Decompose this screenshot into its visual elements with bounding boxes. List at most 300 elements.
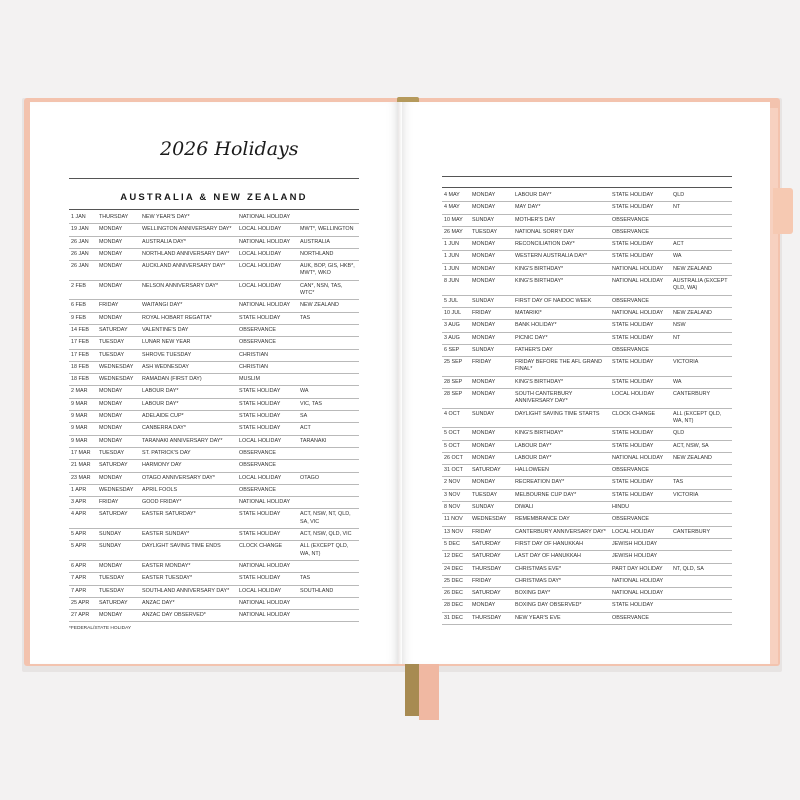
holiday-name-cell: KING'S BIRTHDAY* (513, 376, 610, 388)
weekday-cell: MONDAY (470, 376, 513, 388)
weekday-cell: MONDAY (97, 411, 140, 423)
holiday-row (69, 573, 359, 585)
holiday-name-cell: FIRST DAY OF HANUKKAH (513, 538, 610, 550)
holiday-name-cell: REMEMBRANCE DAY (513, 514, 610, 526)
weekday-cell: MONDAY (97, 224, 140, 236)
holiday-type-cell: LOCAL HOLIDAY (237, 248, 298, 260)
region-cell (671, 465, 732, 477)
holiday-name-cell: GOOD FRIDAY* (140, 497, 237, 509)
date-cell: 31 DEC (442, 612, 470, 624)
date-cell: 2 FEB (69, 280, 97, 300)
date-cell: 26 OCT (442, 452, 470, 464)
holiday-row (442, 332, 732, 344)
region-cell: ACT, NSW, NT, QLD, SA, VIC (298, 509, 359, 529)
date-cell: 10 MAY (442, 214, 470, 226)
holiday-type-cell: STATE HOLIDAY (610, 489, 671, 501)
holiday-row (69, 411, 359, 423)
weekday-cell: MONDAY (470, 251, 513, 263)
weekday-cell: MONDAY (97, 398, 140, 410)
date-cell: 8 NOV (442, 502, 470, 514)
region-cell (671, 214, 732, 226)
weekday-cell: SATURDAY (97, 460, 140, 472)
holiday-name-cell: BOXING DAY* (513, 588, 610, 600)
holiday-name-cell: EASTER MONDAY* (140, 560, 237, 572)
region-cell: NORTHLAND (298, 248, 359, 260)
date-cell: 17 FEB (69, 349, 97, 361)
holiday-name-cell: NELSON ANNIVERSARY DAY* (140, 280, 237, 300)
date-cell: 25 APR (69, 597, 97, 609)
date-cell: 26 DEC (442, 588, 470, 600)
holiday-type-cell: STATE HOLIDAY (237, 529, 298, 541)
weekday-cell: SATURDAY (97, 509, 140, 529)
holiday-row (442, 514, 732, 526)
holiday-name-cell: RECONCILIATION DAY* (513, 239, 610, 251)
holiday-name-cell: RECREATION DAY* (513, 477, 610, 489)
holiday-row (69, 560, 359, 572)
weekday-cell: SUNDAY (470, 295, 513, 307)
holiday-type-cell: STATE HOLIDAY (610, 600, 671, 612)
holiday-row (69, 361, 359, 373)
holiday-row (442, 538, 732, 550)
holiday-type-cell: MUSLIM (237, 374, 298, 386)
region-cell (298, 361, 359, 373)
holiday-type-cell: STATE HOLIDAY (237, 509, 298, 529)
holiday-row (442, 575, 732, 587)
holiday-row (442, 214, 732, 226)
date-cell: 1 JUN (442, 251, 470, 263)
holiday-row (69, 324, 359, 336)
region-cell (298, 460, 359, 472)
region-cell: ACT, NSW, QLD, VIC (298, 529, 359, 541)
holiday-type-cell: LOCAL HOLIDAY (237, 435, 298, 447)
weekday-cell: FRIDAY (470, 357, 513, 377)
weekday-cell: TUESDAY (97, 573, 140, 585)
date-cell: 6 APR (69, 560, 97, 572)
holiday-type-cell: STATE HOLIDAY (610, 320, 671, 332)
date-cell: 1 JUN (442, 239, 470, 251)
page-tab[interactable] (773, 188, 793, 234)
holiday-row (442, 251, 732, 263)
region-cell (671, 600, 732, 612)
region-cell: ALL (EXCEPT QLD, WA, NT) (671, 408, 732, 428)
holiday-name-cell: LABOUR DAY* (513, 452, 610, 464)
holiday-type-cell: NATIONAL HOLIDAY (237, 497, 298, 509)
weekday-cell: MONDAY (470, 263, 513, 275)
holiday-row (442, 452, 732, 464)
region-cell (671, 612, 732, 624)
region-cell (298, 610, 359, 622)
holiday-name-cell: MATARIKI* (513, 307, 610, 319)
region-cell: QLD (671, 428, 732, 440)
weekday-cell: MONDAY (97, 280, 140, 300)
date-cell: 10 JUL (442, 307, 470, 319)
holiday-row (442, 563, 732, 575)
holiday-type-cell: LOCAL HOLIDAY (610, 389, 671, 409)
holiday-type-cell: OBSERVANCE (610, 295, 671, 307)
holiday-name-cell: NATIONAL SORRY DAY (513, 226, 610, 238)
date-cell: 1 JAN (69, 212, 97, 224)
holiday-name-cell: LUNAR NEW YEAR (140, 337, 237, 349)
holiday-name-cell: HALLOWEEN (513, 465, 610, 477)
holiday-name-cell: AUCKLAND ANNIVERSARY DAY* (140, 261, 237, 281)
weekday-cell: SATURDAY (470, 551, 513, 563)
holiday-name-cell: MAY DAY* (513, 202, 610, 214)
holiday-name-cell: DAYLIGHT SAVING TIME ENDS (140, 541, 237, 561)
holiday-table-right (442, 190, 732, 625)
holiday-row (442, 202, 732, 214)
date-cell: 7 APR (69, 585, 97, 597)
date-cell: 6 FEB (69, 300, 97, 312)
holiday-row (69, 435, 359, 447)
date-cell: 17 MAR (69, 447, 97, 459)
holiday-type-cell: NATIONAL HOLIDAY (237, 236, 298, 248)
date-cell: 26 JAN (69, 248, 97, 260)
holiday-name-cell: SHROVE TUESDAY (140, 349, 237, 361)
weekday-cell: MONDAY (470, 477, 513, 489)
holiday-type-cell: STATE HOLIDAY (610, 239, 671, 251)
holiday-row (69, 300, 359, 312)
region-cell: AUSTRALIA (EXCEPT QLD, WA) (671, 276, 732, 296)
date-cell: 12 DEC (442, 551, 470, 563)
weekday-cell: MONDAY (97, 472, 140, 484)
region-cell: VICTORIA (671, 357, 732, 377)
holiday-type-cell: OBSERVANCE (610, 612, 671, 624)
region-cell: WA (298, 386, 359, 398)
holiday-row (442, 489, 732, 501)
date-cell: 17 FEB (69, 337, 97, 349)
holiday-type-cell: OBSERVANCE (237, 324, 298, 336)
weekday-cell: SATURDAY (470, 465, 513, 477)
region-cell: OTAGO (298, 472, 359, 484)
holiday-type-cell: NATIONAL HOLIDAY (237, 560, 298, 572)
date-cell: 1 APR (69, 484, 97, 496)
holiday-name-cell: KING'S BIRTHDAY* (513, 276, 610, 296)
holiday-row (442, 276, 732, 296)
holiday-name-cell: LAST DAY OF HANUKKAH (513, 551, 610, 563)
weekday-cell: FRIDAY (470, 307, 513, 319)
holiday-row (442, 408, 732, 428)
holiday-type-cell: STATE HOLIDAY (237, 312, 298, 324)
region-cell (671, 502, 732, 514)
weekday-cell: MONDAY (97, 560, 140, 572)
holiday-row (69, 261, 359, 281)
holiday-row (442, 612, 732, 624)
holiday-table-left (69, 212, 359, 622)
weekday-cell: MONDAY (470, 452, 513, 464)
date-cell: 21 MAR (69, 460, 97, 472)
holiday-row (442, 357, 732, 377)
weekday-cell: MONDAY (97, 610, 140, 622)
region-heading: AUSTRALIA & NEW ZEALAND (120, 192, 308, 203)
weekday-cell: TUESDAY (97, 337, 140, 349)
region-cell (298, 497, 359, 509)
divider-left-top (69, 178, 359, 179)
weekday-cell: MONDAY (97, 435, 140, 447)
holiday-name-cell: CHRISTMAS DAY* (513, 575, 610, 587)
holiday-type-cell: STATE HOLIDAY (237, 423, 298, 435)
weekday-cell: FRIDAY (470, 575, 513, 587)
holiday-row (442, 389, 732, 409)
holiday-type-cell: NATIONAL HOLIDAY (610, 263, 671, 275)
holiday-row (69, 460, 359, 472)
date-cell: 25 DEC (442, 575, 470, 587)
region-cell: WA (671, 376, 732, 388)
region-cell (671, 551, 732, 563)
region-cell: NEW ZEALAND (671, 307, 732, 319)
region-cell: CANTERBURY (671, 526, 732, 538)
weekday-cell: MONDAY (470, 428, 513, 440)
date-cell: 5 DEC (442, 538, 470, 550)
region-cell (671, 514, 732, 526)
divider-right-header (442, 187, 732, 188)
weekday-cell: SUNDAY (97, 529, 140, 541)
region-cell (298, 349, 359, 361)
region-cell: TARANAKI (298, 435, 359, 447)
date-cell: 28 DEC (442, 600, 470, 612)
date-cell: 5 OCT (442, 428, 470, 440)
holiday-type-cell: NATIONAL HOLIDAY (237, 212, 298, 224)
holiday-name-cell: ROYAL HOBART REGATTA* (140, 312, 237, 324)
date-cell: 4 OCT (442, 408, 470, 428)
region-cell (671, 588, 732, 600)
holiday-type-cell: STATE HOLIDAY (610, 332, 671, 344)
date-cell: 9 MAR (69, 423, 97, 435)
holiday-row (69, 509, 359, 529)
holiday-type-cell: CHRISTIAN (237, 361, 298, 373)
weekday-cell: SUNDAY (470, 214, 513, 226)
date-cell: 8 JUN (442, 276, 470, 296)
holiday-row (442, 344, 732, 356)
holiday-name-cell: DIWALI (513, 502, 610, 514)
date-cell: 23 MAR (69, 472, 97, 484)
date-cell: 26 JAN (69, 261, 97, 281)
holiday-type-cell: LOCAL HOLIDAY (610, 526, 671, 538)
holiday-type-cell: NATIONAL HOLIDAY (610, 575, 671, 587)
holiday-row (69, 610, 359, 622)
date-cell: 27 APR (69, 610, 97, 622)
holiday-table-left-body (69, 212, 359, 622)
date-cell: 3 AUG (442, 320, 470, 332)
holiday-type-cell: OBSERVANCE (610, 226, 671, 238)
weekday-cell: MONDAY (97, 248, 140, 260)
region-cell: NEW ZEALAND (671, 263, 732, 275)
weekday-cell: WEDNESDAY (97, 361, 140, 373)
holiday-name-cell: SOUTHLAND ANNIVERSARY DAY* (140, 585, 237, 597)
date-cell: 11 NOV (442, 514, 470, 526)
holiday-row (69, 248, 359, 260)
weekday-cell: SUNDAY (470, 344, 513, 356)
holiday-name-cell: LABOUR DAY* (513, 190, 610, 202)
weekday-cell: MONDAY (470, 332, 513, 344)
weekday-cell: THURSDAY (470, 612, 513, 624)
holiday-name-cell: NORTHLAND ANNIVERSARY DAY* (140, 248, 237, 260)
holiday-row (442, 190, 732, 202)
holiday-type-cell: NATIONAL HOLIDAY (237, 597, 298, 609)
holiday-type-cell: NATIONAL HOLIDAY (237, 300, 298, 312)
weekday-cell: MONDAY (470, 202, 513, 214)
holiday-row (442, 307, 732, 319)
weekday-cell: SUNDAY (97, 541, 140, 561)
date-cell: 6 SEP (442, 344, 470, 356)
date-cell: 24 DEC (442, 563, 470, 575)
region-cell (298, 560, 359, 572)
region-cell (298, 597, 359, 609)
weekday-cell: FRIDAY (97, 300, 140, 312)
holiday-type-cell: JEWISH HOLIDAY (610, 551, 671, 563)
region-cell: AUSTRALIA (298, 236, 359, 248)
weekday-cell: THURSDAY (470, 563, 513, 575)
holiday-type-cell: OBSERVANCE (610, 465, 671, 477)
region-cell: ACT (671, 239, 732, 251)
weekday-cell: MONDAY (470, 440, 513, 452)
weekday-cell: MONDAY (97, 423, 140, 435)
holiday-type-cell: STATE HOLIDAY (610, 477, 671, 489)
holiday-row (69, 224, 359, 236)
holiday-row (442, 526, 732, 538)
weekday-cell: MONDAY (97, 261, 140, 281)
holiday-type-cell: CLOCK CHANGE (610, 408, 671, 428)
holiday-name-cell: KING'S BIRTHDAY* (513, 263, 610, 275)
holiday-type-cell: NATIONAL HOLIDAY (610, 276, 671, 296)
region-cell (671, 344, 732, 356)
region-cell (298, 324, 359, 336)
weekday-cell: SUNDAY (470, 408, 513, 428)
holiday-table-right-body (442, 190, 732, 624)
holiday-type-cell: OBSERVANCE (610, 214, 671, 226)
holiday-row (442, 477, 732, 489)
holiday-name-cell: HARMONY DAY (140, 460, 237, 472)
holiday-name-cell: LABOUR DAY* (140, 386, 237, 398)
holiday-name-cell: CANTERBURY ANNIVERSARY DAY* (513, 526, 610, 538)
weekday-cell: MONDAY (470, 276, 513, 296)
holiday-type-cell: OBSERVANCE (237, 337, 298, 349)
holiday-name-cell: AUSTRALIA DAY* (140, 236, 237, 248)
holiday-row (69, 398, 359, 410)
holiday-row (69, 529, 359, 541)
date-cell: 19 JAN (69, 224, 97, 236)
holiday-row (69, 212, 359, 224)
ribbon-bookmark-pink[interactable] (419, 664, 439, 720)
region-cell (671, 538, 732, 550)
region-cell: NT (671, 202, 732, 214)
weekday-cell: MONDAY (470, 389, 513, 409)
date-cell: 9 MAR (69, 435, 97, 447)
holiday-row (442, 226, 732, 238)
holiday-name-cell: CANBERRA DAY* (140, 423, 237, 435)
region-cell: WA (671, 251, 732, 263)
date-cell: 26 JAN (69, 236, 97, 248)
region-cell: CAN*, NSN, TAS, WTC* (298, 280, 359, 300)
date-cell: 28 SEP (442, 376, 470, 388)
holiday-name-cell: NEW YEAR'S DAY* (140, 212, 237, 224)
weekday-cell: MONDAY (470, 239, 513, 251)
weekday-cell: TUESDAY (97, 349, 140, 361)
holiday-type-cell: STATE HOLIDAY (610, 376, 671, 388)
holiday-type-cell: HINDU (610, 502, 671, 514)
page-title: 2026 Holidays (160, 138, 299, 160)
holiday-name-cell: LABOUR DAY* (140, 398, 237, 410)
holiday-row (442, 263, 732, 275)
holiday-name-cell: OTAGO ANNIVERSARY DAY* (140, 472, 237, 484)
date-cell: 3 AUG (442, 332, 470, 344)
region-cell: NT (671, 332, 732, 344)
holiday-row (69, 541, 359, 561)
holiday-name-cell: KING'S BIRTHDAY* (513, 428, 610, 440)
date-cell: 5 JUL (442, 295, 470, 307)
holiday-type-cell: STATE HOLIDAY (610, 440, 671, 452)
holiday-row (69, 484, 359, 496)
region-cell: NEW ZEALAND (298, 300, 359, 312)
holiday-row (442, 440, 732, 452)
holiday-type-cell: NATIONAL HOLIDAY (610, 452, 671, 464)
holiday-name-cell: TARANAKI ANNIVERSARY DAY* (140, 435, 237, 447)
holiday-name-cell: ADELAIDE CUP* (140, 411, 237, 423)
holiday-name-cell: WESTERN AUSTRALIA DAY* (513, 251, 610, 263)
holiday-name-cell: DAYLIGHT SAVING TIME STARTS (513, 408, 610, 428)
holiday-row (442, 320, 732, 332)
date-cell: 28 SEP (442, 389, 470, 409)
region-cell: QLD (671, 190, 732, 202)
holiday-row (442, 239, 732, 251)
date-cell: 3 APR (69, 497, 97, 509)
weekday-cell: WEDNESDAY (97, 484, 140, 496)
holiday-row (69, 423, 359, 435)
weekday-cell: SATURDAY (97, 597, 140, 609)
holiday-name-cell: WELLINGTON ANNIVERSARY DAY* (140, 224, 237, 236)
region-cell: SOUTHLAND (298, 585, 359, 597)
holiday-type-cell: OBSERVANCE (237, 460, 298, 472)
holiday-row (442, 295, 732, 307)
holiday-type-cell: LOCAL HOLIDAY (237, 585, 298, 597)
holiday-row (442, 376, 732, 388)
weekday-cell: SATURDAY (470, 538, 513, 550)
holiday-row (442, 502, 732, 514)
holiday-name-cell: SOUTH CANTERBURY ANNIVERSARY DAY* (513, 389, 610, 409)
holiday-type-cell: OBSERVANCE (237, 484, 298, 496)
holiday-row (69, 349, 359, 361)
region-cell: MWT*, WELLINGTON (298, 224, 359, 236)
region-cell: NEW ZEALAND (671, 452, 732, 464)
holiday-type-cell: STATE HOLIDAY (610, 251, 671, 263)
holiday-name-cell: APRIL FOOLS (140, 484, 237, 496)
weekday-cell: FRIDAY (97, 497, 140, 509)
holiday-name-cell: ANZAC DAY* (140, 597, 237, 609)
date-cell: 5 APR (69, 529, 97, 541)
weekday-cell: THURSDAY (97, 212, 140, 224)
weekday-cell: MONDAY (97, 386, 140, 398)
holiday-type-cell: STATE HOLIDAY (610, 428, 671, 440)
holiday-row (69, 447, 359, 459)
holiday-type-cell: LOCAL HOLIDAY (237, 261, 298, 281)
weekday-cell: TUESDAY (470, 226, 513, 238)
holiday-row (69, 597, 359, 609)
region-cell (298, 212, 359, 224)
region-cell (671, 295, 732, 307)
holiday-name-cell: EASTER SUNDAY* (140, 529, 237, 541)
region-cell (298, 447, 359, 459)
holiday-name-cell: VALENTINE'S DAY (140, 324, 237, 336)
holiday-name-cell: CHRISTMAS EVE* (513, 563, 610, 575)
holiday-row (442, 551, 732, 563)
holiday-type-cell: PART DAY HOLIDAY (610, 563, 671, 575)
holiday-type-cell: STATE HOLIDAY (610, 202, 671, 214)
holiday-type-cell: JEWISH HOLIDAY (610, 538, 671, 550)
holiday-row (69, 337, 359, 349)
region-cell: NSW (671, 320, 732, 332)
weekday-cell: MONDAY (97, 236, 140, 248)
holiday-type-cell: STATE HOLIDAY (237, 411, 298, 423)
region-cell: TAS (671, 477, 732, 489)
